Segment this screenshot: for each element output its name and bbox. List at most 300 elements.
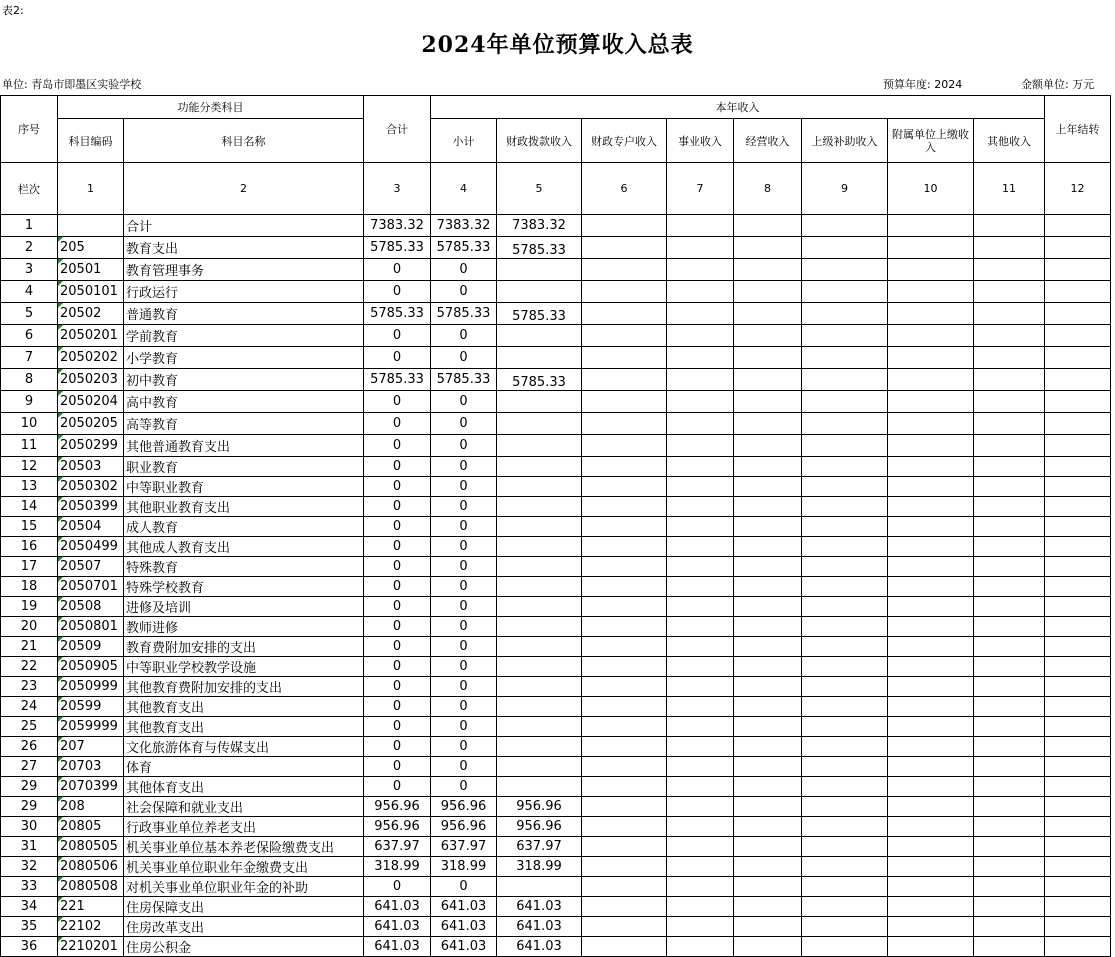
row-special — [582, 281, 667, 303]
row-code: 2050302 — [58, 477, 124, 497]
row-seq: 24 — [1, 697, 58, 717]
row-superior — [802, 837, 888, 857]
row-special — [582, 917, 667, 937]
row-operating — [734, 477, 802, 497]
page-title: 2024年单位预算收入总表 — [421, 32, 694, 58]
row-special — [582, 259, 667, 281]
row-total: 0 — [364, 435, 431, 457]
row-affiliated — [888, 391, 974, 413]
row-business — [667, 877, 734, 897]
row-total: 0 — [364, 477, 431, 497]
row-seq: 29 — [1, 777, 58, 797]
row-seq: 8 — [1, 369, 58, 391]
row-other — [974, 897, 1045, 917]
table-row — [1, 391, 1111, 413]
row-seq: 5 — [1, 303, 58, 325]
row-seq: 20 — [1, 617, 58, 637]
row-operating — [734, 577, 802, 597]
row-total: 0 — [364, 391, 431, 413]
row-name: 其他教育支出 — [124, 697, 364, 717]
row-business — [667, 497, 734, 517]
row-operating — [734, 303, 802, 325]
row-operating — [734, 391, 802, 413]
row-business — [667, 281, 734, 303]
row-business — [667, 617, 734, 637]
row-affiliated — [888, 557, 974, 577]
row-subtotal: 0 — [431, 777, 497, 797]
row-affiliated — [888, 281, 974, 303]
row-other — [974, 737, 1045, 757]
table-header — [1, 96, 1111, 215]
row-code: 2050202 — [58, 347, 124, 369]
row-name: 住房改革支出 — [124, 917, 364, 937]
row-carryover — [1045, 837, 1111, 857]
row-fiscal: 5785.33 — [497, 303, 582, 325]
row-operating — [734, 917, 802, 937]
table-row — [1, 477, 1111, 497]
row-subtotal: 0 — [431, 557, 497, 577]
row-superior — [802, 697, 888, 717]
row-carryover — [1045, 717, 1111, 737]
row-special — [582, 477, 667, 497]
row-operating — [734, 937, 802, 957]
row-affiliated — [888, 477, 974, 497]
row-business — [667, 897, 734, 917]
row-business — [667, 697, 734, 717]
row-code: 20503 — [58, 457, 124, 477]
row-superior — [802, 937, 888, 957]
row-business — [667, 369, 734, 391]
table-row — [1, 797, 1111, 817]
row-total: 0 — [364, 697, 431, 717]
row-special — [582, 537, 667, 557]
row-seq: 4 — [1, 281, 58, 303]
row-code: 2059999 — [58, 717, 124, 737]
row-name: 其他体育支出 — [124, 777, 364, 797]
row-name: 合计 — [124, 215, 364, 237]
table-row — [1, 577, 1111, 597]
row-superior — [802, 369, 888, 391]
row-operating — [734, 237, 802, 259]
row-fiscal — [497, 717, 582, 737]
row-affiliated — [888, 697, 974, 717]
row-fiscal — [497, 413, 582, 435]
row-business — [667, 303, 734, 325]
row-affiliated — [888, 817, 974, 837]
table-row — [1, 897, 1111, 917]
row-name: 教师进修 — [124, 617, 364, 637]
column-index-3: 3 — [364, 163, 431, 215]
column-index-9: 9 — [802, 163, 888, 215]
row-business — [667, 259, 734, 281]
row-total: 0 — [364, 757, 431, 777]
row-subtotal: 956.96 — [431, 817, 497, 837]
row-subtotal: 5785.33 — [431, 303, 497, 325]
row-name: 成人教育 — [124, 517, 364, 537]
row-affiliated — [888, 657, 974, 677]
row-special — [582, 897, 667, 917]
row-other — [974, 237, 1045, 259]
row-total: 0 — [364, 597, 431, 617]
row-fiscal: 641.03 — [497, 937, 582, 957]
row-carryover — [1045, 391, 1111, 413]
row-code: 2050905 — [58, 657, 124, 677]
row-total: 0 — [364, 657, 431, 677]
row-code: 20805 — [58, 817, 124, 837]
row-carryover — [1045, 517, 1111, 537]
row-superior — [802, 597, 888, 617]
table-row — [1, 413, 1111, 435]
amount-unit-label: 金额单位: 万元 — [1021, 78, 1095, 91]
row-superior — [802, 347, 888, 369]
row-other — [974, 777, 1045, 797]
row-other — [974, 797, 1045, 817]
row-special — [582, 697, 667, 717]
row-superior — [802, 281, 888, 303]
row-seq: 3 — [1, 259, 58, 281]
row-code: 20508 — [58, 597, 124, 617]
row-fiscal: 5785.33 — [497, 237, 582, 259]
row-fiscal — [497, 259, 582, 281]
table-row — [1, 259, 1111, 281]
row-affiliated — [888, 259, 974, 281]
row-code: 2050205 — [58, 413, 124, 435]
row-subtotal: 641.03 — [431, 897, 497, 917]
table-row — [1, 215, 1111, 237]
row-carryover — [1045, 597, 1111, 617]
row-fiscal — [497, 281, 582, 303]
row-business — [667, 391, 734, 413]
row-carryover — [1045, 577, 1111, 597]
row-business — [667, 517, 734, 537]
row-fiscal: 956.96 — [497, 797, 582, 817]
row-carryover — [1045, 697, 1111, 717]
row-other — [974, 657, 1045, 677]
row-operating — [734, 897, 802, 917]
row-subtotal: 0 — [431, 477, 497, 497]
col-affiliated-header: 附属单位上缴收入 — [888, 119, 974, 163]
row-total: 0 — [364, 557, 431, 577]
row-superior — [802, 215, 888, 237]
row-other — [974, 697, 1045, 717]
row-business — [667, 637, 734, 657]
row-code: 2050201 — [58, 325, 124, 347]
row-name: 社会保障和就业支出 — [124, 797, 364, 817]
row-code: 2050801 — [58, 617, 124, 637]
row-superior — [802, 637, 888, 657]
row-business — [667, 657, 734, 677]
row-superior — [802, 717, 888, 737]
row-name: 学前教育 — [124, 325, 364, 347]
row-affiliated — [888, 497, 974, 517]
row-superior — [802, 303, 888, 325]
row-business — [667, 597, 734, 617]
row-seq: 21 — [1, 637, 58, 657]
row-fiscal: 5785.33 — [497, 369, 582, 391]
row-total: 641.03 — [364, 917, 431, 937]
row-carryover — [1045, 797, 1111, 817]
row-fiscal: 641.03 — [497, 917, 582, 937]
row-superior — [802, 413, 888, 435]
row-other — [974, 537, 1045, 557]
row-name: 特殊学校教育 — [124, 577, 364, 597]
row-operating — [734, 215, 802, 237]
row-total: 0 — [364, 281, 431, 303]
row-total: 0 — [364, 777, 431, 797]
row-business — [667, 837, 734, 857]
row-special — [582, 617, 667, 637]
row-special — [582, 737, 667, 757]
row-operating — [734, 617, 802, 637]
row-affiliated — [888, 215, 974, 237]
row-other — [974, 215, 1045, 237]
row-fiscal — [497, 777, 582, 797]
row-superior — [802, 237, 888, 259]
row-seq: 16 — [1, 537, 58, 557]
column-index-10: 10 — [888, 163, 974, 215]
row-subtotal: 0 — [431, 637, 497, 657]
row-affiliated — [888, 677, 974, 697]
column-index-11: 11 — [974, 163, 1045, 215]
row-seq: 26 — [1, 737, 58, 757]
row-affiliated — [888, 737, 974, 757]
table-row — [1, 937, 1111, 957]
row-carryover — [1045, 617, 1111, 637]
row-name: 初中教育 — [124, 369, 364, 391]
row-subtotal: 0 — [431, 391, 497, 413]
row-fiscal: 7383.32 — [497, 215, 582, 237]
table-row — [1, 757, 1111, 777]
row-subtotal: 0 — [431, 347, 497, 369]
row-superior — [802, 537, 888, 557]
row-special — [582, 657, 667, 677]
row-name: 小学教育 — [124, 347, 364, 369]
row-fiscal — [497, 617, 582, 637]
row-other — [974, 391, 1045, 413]
row-code: 2050101 — [58, 281, 124, 303]
row-special — [582, 777, 667, 797]
row-subtotal: 0 — [431, 617, 497, 637]
row-subtotal: 0 — [431, 281, 497, 303]
row-code: 2050203 — [58, 369, 124, 391]
table-row — [1, 281, 1111, 303]
row-affiliated — [888, 325, 974, 347]
row-subtotal: 0 — [431, 597, 497, 617]
row-seq: 30 — [1, 817, 58, 837]
row-operating — [734, 837, 802, 857]
row-carryover — [1045, 303, 1111, 325]
row-carryover — [1045, 537, 1111, 557]
row-name: 行政运行 — [124, 281, 364, 303]
row-superior — [802, 617, 888, 637]
row-code: 2080508 — [58, 877, 124, 897]
table-row — [1, 917, 1111, 937]
column-index-5: 5 — [497, 163, 582, 215]
row-total: 0 — [364, 517, 431, 537]
row-operating — [734, 517, 802, 537]
budget-year-label: 预算年度: 2024 — [883, 78, 963, 91]
row-total: 5785.33 — [364, 369, 431, 391]
table-row — [1, 637, 1111, 657]
table-row — [1, 737, 1111, 757]
row-name: 其他教育支出 — [124, 717, 364, 737]
row-fiscal — [497, 557, 582, 577]
row-affiliated — [888, 537, 974, 557]
row-fiscal: 641.03 — [497, 897, 582, 917]
row-operating — [734, 413, 802, 435]
row-fiscal — [497, 325, 582, 347]
table-row — [1, 517, 1111, 537]
row-affiliated — [888, 777, 974, 797]
row-total: 641.03 — [364, 937, 431, 957]
row-other — [974, 369, 1045, 391]
row-seq: 14 — [1, 497, 58, 517]
row-business — [667, 797, 734, 817]
row-fiscal: 956.96 — [497, 817, 582, 837]
row-affiliated — [888, 917, 974, 937]
row-fiscal — [497, 877, 582, 897]
row-business — [667, 413, 734, 435]
row-operating — [734, 857, 802, 877]
row-name: 行政事业单位养老支出 — [124, 817, 364, 837]
row-total: 0 — [364, 347, 431, 369]
table-row — [1, 657, 1111, 677]
row-affiliated — [888, 457, 974, 477]
row-superior — [802, 877, 888, 897]
row-affiliated — [888, 237, 974, 259]
row-business — [667, 537, 734, 557]
table-body — [1, 215, 1111, 957]
row-special — [582, 325, 667, 347]
row-subtotal: 0 — [431, 497, 497, 517]
table-row — [1, 857, 1111, 877]
row-business — [667, 237, 734, 259]
row-total: 5785.33 — [364, 303, 431, 325]
row-superior — [802, 517, 888, 537]
row-code: 2050701 — [58, 577, 124, 597]
row-special — [582, 837, 667, 857]
table-row — [1, 837, 1111, 857]
row-subtotal: 0 — [431, 717, 497, 737]
row-other — [974, 347, 1045, 369]
row-superior — [802, 677, 888, 697]
row-carryover — [1045, 557, 1111, 577]
row-other — [974, 717, 1045, 737]
row-total: 956.96 — [364, 797, 431, 817]
row-seq: 25 — [1, 717, 58, 737]
row-affiliated — [888, 617, 974, 637]
row-subtotal: 0 — [431, 325, 497, 347]
row-special — [582, 757, 667, 777]
row-affiliated — [888, 577, 974, 597]
row-subtotal: 637.97 — [431, 837, 497, 857]
row-seq: 27 — [1, 757, 58, 777]
table-row — [1, 497, 1111, 517]
row-seq: 34 — [1, 897, 58, 917]
row-code — [58, 215, 124, 237]
row-seq: 36 — [1, 937, 58, 957]
row-fiscal — [497, 697, 582, 717]
table-row — [1, 369, 1111, 391]
row-subtotal: 0 — [431, 677, 497, 697]
col-seq-header: 序号 — [1, 96, 58, 163]
col-operating-header: 经营收入 — [734, 119, 802, 163]
row-special — [582, 391, 667, 413]
row-superior — [802, 325, 888, 347]
row-code: 221 — [58, 897, 124, 917]
row-total: 641.03 — [364, 897, 431, 917]
row-other — [974, 757, 1045, 777]
row-code: 2050299 — [58, 435, 124, 457]
row-seq: 32 — [1, 857, 58, 877]
row-operating — [734, 657, 802, 677]
row-superior — [802, 917, 888, 937]
row-affiliated — [888, 637, 974, 657]
row-special — [582, 577, 667, 597]
row-business — [667, 325, 734, 347]
row-superior — [802, 557, 888, 577]
row-business — [667, 577, 734, 597]
row-special — [582, 215, 667, 237]
row-special — [582, 597, 667, 617]
row-superior — [802, 259, 888, 281]
table-row — [1, 677, 1111, 697]
row-superior — [802, 737, 888, 757]
col-special-header: 财政专户收入 — [582, 119, 667, 163]
row-other — [974, 577, 1045, 597]
row-other — [974, 325, 1045, 347]
row-seq: 23 — [1, 677, 58, 697]
row-carryover — [1045, 917, 1111, 937]
row-other — [974, 477, 1045, 497]
row-other — [974, 677, 1045, 697]
row-carryover — [1045, 259, 1111, 281]
row-carryover — [1045, 817, 1111, 837]
col-carryover-header: 上年结转 — [1045, 96, 1111, 163]
row-carryover — [1045, 435, 1111, 457]
row-name: 职业教育 — [124, 457, 364, 477]
row-carryover — [1045, 937, 1111, 957]
row-code: 2050499 — [58, 537, 124, 557]
row-superior — [802, 757, 888, 777]
table-row — [1, 617, 1111, 637]
row-carryover — [1045, 215, 1111, 237]
row-code: 208 — [58, 797, 124, 817]
row-name: 机关事业单位基本养老保险缴费支出 — [124, 837, 364, 857]
row-code: 2080505 — [58, 837, 124, 857]
row-special — [582, 677, 667, 697]
row-carryover — [1045, 897, 1111, 917]
row-seq: 11 — [1, 435, 58, 457]
row-name: 其他教育费附加安排的支出 — [124, 677, 364, 697]
row-carryover — [1045, 497, 1111, 517]
row-operating — [734, 347, 802, 369]
row-total: 0 — [364, 877, 431, 897]
row-special — [582, 435, 667, 457]
row-superior — [802, 577, 888, 597]
col-subtotal-header: 小计 — [431, 119, 497, 163]
row-operating — [734, 797, 802, 817]
row-fiscal — [497, 517, 582, 537]
row-carryover — [1045, 325, 1111, 347]
row-other — [974, 837, 1045, 857]
row-operating — [734, 325, 802, 347]
row-affiliated — [888, 797, 974, 817]
row-total: 0 — [364, 325, 431, 347]
row-subtotal: 0 — [431, 517, 497, 537]
row-carryover — [1045, 857, 1111, 877]
row-affiliated — [888, 369, 974, 391]
